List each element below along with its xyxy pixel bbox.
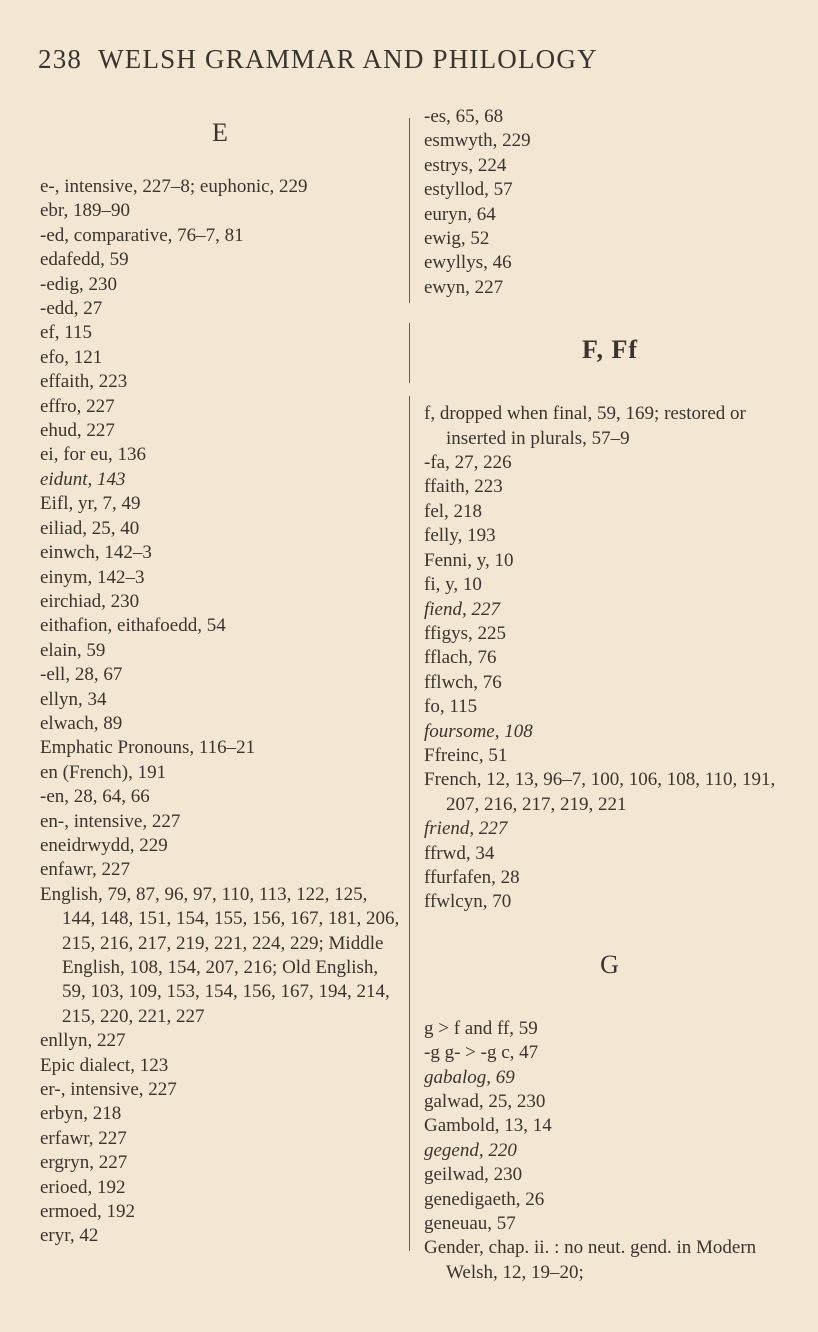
index-entry: fflwch, 76	[424, 671, 502, 693]
index-entry: effaith, 223	[40, 371, 128, 393]
index-entry: -g g- > -g c, 47	[424, 1042, 539, 1064]
index-entry: elwach, 89	[40, 712, 123, 734]
section-heading-e: E	[212, 118, 228, 147]
index-entry: ehud, 227	[40, 420, 115, 442]
column-divider	[409, 396, 410, 1251]
right-column	[424, 105, 796, 1285]
index-entry: genedigaeth, 26	[424, 1188, 545, 1210]
index-entry: -ell, 28, 67	[40, 664, 123, 686]
index-entry: estyllod, 57	[424, 179, 513, 201]
index-entry: ffigys, 225	[424, 622, 506, 644]
index-entry: er-, intensive, 227	[40, 1079, 177, 1101]
index-entry: friend, 227	[424, 818, 508, 840]
index-entry: eithafion, eithafoedd, 54	[40, 615, 226, 637]
page-number: 238	[38, 44, 83, 74]
index-entry: ffaith, 223	[424, 476, 503, 498]
index-entry: erioed, 192	[40, 1176, 126, 1198]
index-entry: French, 12, 13, 96–7, 100, 106, 108, 110, 191, 207, 216, 217, 219, 221	[424, 769, 776, 815]
index-entry: en-, intensive, 227	[40, 810, 181, 832]
index-entry: elain, 59	[40, 639, 106, 661]
index-entry: erfawr, 227	[40, 1127, 127, 1149]
index-entry: effro, 227	[40, 395, 115, 417]
index-entry: eryr, 42	[40, 1225, 99, 1247]
index-entry: gegend, 220	[424, 1139, 517, 1161]
page-title: WELSH GRAMMAR AND PHILOLOGY	[98, 44, 598, 74]
index-entry: enllyn, 227	[40, 1030, 126, 1052]
index-entry: einwch, 142–3	[40, 542, 152, 564]
index-entry: en (French), 191	[40, 761, 167, 783]
index-entry: ef, 115	[40, 322, 93, 344]
index-entry: ffrwd, 34	[424, 842, 495, 864]
index-entry: gabalog, 69	[424, 1066, 515, 1088]
index-entry: Gender, chap. ii. : no neut. gend. in Modern Welsh, 12, 19–20;	[424, 1237, 757, 1283]
index-entry: Ffreinc, 51	[424, 744, 508, 766]
index-entry: e-, intensive, 227–8; euphonic, 229	[40, 176, 308, 197]
entry-list-e	[40, 175, 400, 1249]
index-entry: esmwyth, 229	[424, 130, 531, 152]
index-entry: einym, 142–3	[40, 566, 145, 588]
index-entry: ergryn, 227	[40, 1152, 128, 1174]
index-entry: estrys, 224	[424, 154, 507, 176]
index-entry: ffwlcyn, 70	[424, 891, 512, 913]
index-entry: -ed, comparative, 76–7, 81	[40, 224, 244, 246]
index-entry: Epic dialect, 123	[40, 1054, 169, 1076]
left-column	[40, 105, 400, 1249]
index-entry: ebr, 189–90	[40, 200, 130, 222]
entry-list-f	[424, 402, 796, 915]
index-entry: felly, 193	[424, 525, 496, 547]
section-heading-f: F, Ff	[581, 335, 639, 365]
index-entry: -edig, 230	[40, 273, 118, 295]
index-entry: eidunt, 143	[40, 468, 126, 490]
index-entry: Fenni, y, 10	[424, 549, 514, 571]
index-entry: Emphatic Pronouns, 116–21	[40, 737, 256, 759]
index-entry: Eifl, yr, 7, 49	[40, 493, 141, 515]
index-entry: eirchiad, 230	[40, 590, 140, 612]
index-entry: ellyn, 34	[40, 688, 107, 710]
index-entry: geneuau, 57	[424, 1213, 516, 1235]
index-entry: -es, 65, 68	[424, 106, 504, 127]
section-heading-g: G	[600, 949, 620, 979]
index-entry: f, dropped when final, 59, 169; restored or inserted in plurals, 57–9	[424, 403, 746, 449]
index-entry: English, 79, 87, 96, 97, 110, 113, 122, 125, 144, 148, 151, 154, 155, 156, 167, 181, 206, 215, 216, 217, 219, 221, 224, 229; Middle English, 108, 154, 207, 216; Old English, 59, 103, 109, 153, 154, 156, 167, 194, 214, 215, 220, 221, 227	[40, 883, 400, 1027]
index-entry: ewyllys, 46	[424, 252, 512, 274]
entry-list-e-continued	[424, 105, 796, 300]
index-entry: -en, 28, 64, 66	[40, 786, 150, 808]
index-entry: eiliad, 25, 40	[40, 517, 140, 539]
index-entry: -edd, 27	[40, 298, 103, 320]
index-entry: g > f and ff, 59	[424, 1017, 538, 1039]
column-divider	[409, 118, 410, 303]
column-divider	[409, 323, 410, 383]
index-entry: fi, y, 10	[424, 574, 482, 596]
index-entry: ewig, 52	[424, 228, 490, 250]
index-entry: ermoed, 192	[40, 1201, 135, 1223]
index-entry: edafedd, 59	[40, 249, 129, 271]
index-entry: efo, 121	[40, 346, 103, 368]
index-entry: geilwad, 230	[424, 1164, 523, 1186]
running-header	[38, 44, 778, 75]
index-entry: enfawr, 227	[40, 859, 130, 881]
index-entry: erbyn, 218	[40, 1103, 122, 1125]
index-entry: fflach, 76	[424, 647, 497, 669]
index-entry: ei, for eu, 136	[40, 444, 147, 466]
entry-list-g	[424, 1017, 796, 1285]
index-entry: fiend, 227	[424, 598, 500, 620]
index-entry: euryn, 64	[424, 203, 496, 225]
index-entry: galwad, 25, 230	[424, 1091, 546, 1112]
index-entry: ffurfafen, 28	[424, 866, 520, 888]
index-entry: eneidrwydd, 229	[40, 834, 168, 856]
index-entry: foursome, 108	[424, 720, 533, 742]
index-entry: -fa, 27, 226	[424, 452, 512, 474]
index-entry: fo, 115	[424, 696, 478, 718]
index-entry: ewyn, 227	[424, 276, 504, 298]
index-entry: Gambold, 13, 14	[424, 1115, 552, 1137]
index-entry: fel, 218	[424, 500, 483, 522]
